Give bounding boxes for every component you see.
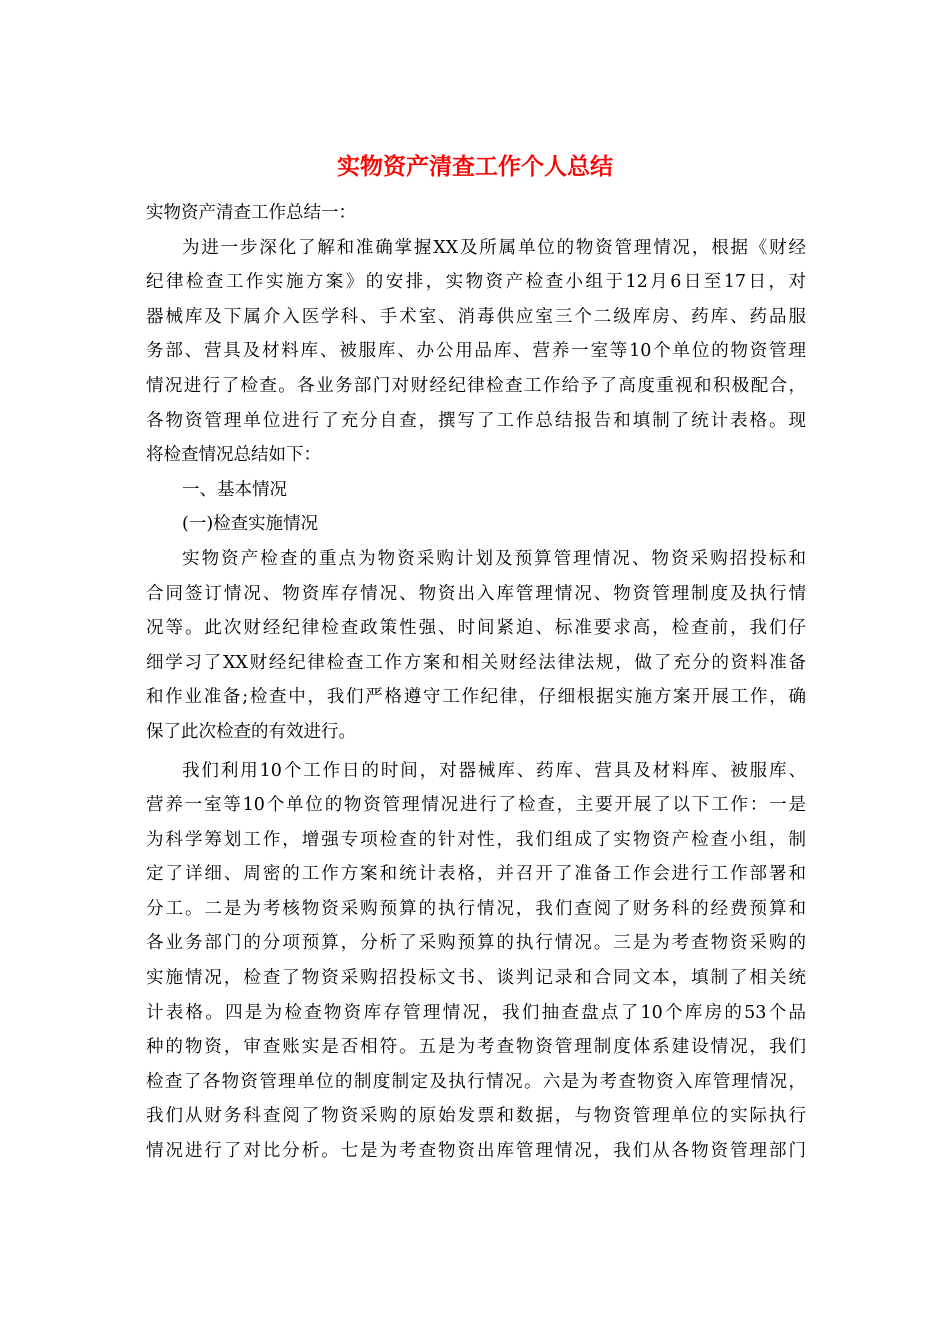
section-heading: 一、基本情况 [182, 479, 287, 500]
text-line: 定了详细、周密的工作方案和统计表格，并召开了准备工作会进行工作部署和 [146, 864, 806, 885]
text-line: 为进一步深化了解和准确掌握XX及所属单位的物资管理情况，根据《财经 [182, 237, 806, 258]
text-line: 各业务部门的分项预算，分析了采购预算的执行情况。三是为考查物资采购的 [146, 933, 806, 954]
text-line: 情况进行了检查。各业务部门对财经纪律检查工作给予了高度重视和积极配合， [146, 375, 806, 396]
text-line: 我们利用10个工作日的时间，对器械库、药库、营具及材料库、被服库、 [182, 760, 806, 781]
text-line: 各物资管理单位进行了充分自查，撰写了工作总结报告和填制了统计表格。现 [146, 410, 806, 431]
text-line: 计表格。四是为检查物资库存管理情况，我们抽查盘点了10个库房的53个品 [146, 1002, 806, 1023]
text-line: 务部、营具及材料库、被服库、办公用品库、营养一室等10个单位的物资管理 [146, 341, 806, 362]
text-line: 况等。此次财经纪律检查政策性强、时间紧迫、标准要求高，检查前，我们仔 [146, 618, 806, 639]
text-line: 营养一室等10个单位的物资管理情况进行了检查，主要开展了以下工作：一是 [146, 795, 806, 816]
text-line: 我们从财务科查阅了物资采购的原始发票和数据，与物资管理单位的实际执行 [146, 1106, 806, 1127]
text-line: 器械库及下属介入医学科、手术室、消毒供应室三个二级库房、药库、药品服 [146, 306, 806, 327]
text-line: 细学习了XX财经纪律检查工作方案和相关财经法律法规，做了充分的资料准备 [146, 652, 806, 673]
text-line: 为科学筹划工作，增强专项检查的针对性，我们组成了实物资产检查小组，制 [146, 829, 806, 850]
text-line: 实物资产清查工作总结一： [146, 203, 356, 223]
text-line: 种的物资，审查账实是否相符。五是为考查物资管理制度体系建设情况，我们 [146, 1037, 806, 1058]
text-line: 情况进行了对比分析。七是为考查物资出库管理情况，我们从各物资管理部门 [146, 1141, 806, 1162]
text-line: 检查了各物资管理单位的制度制定及执行情况。六是为考查物资入库管理情况， [146, 1071, 806, 1092]
text-line: 保了此次检查的有效进行。 [146, 721, 356, 742]
text-line: 实施情况，检查了物资采购招投标文书、谈判记录和合同文本，填制了相关统 [146, 968, 806, 989]
document-title: 实物资产清查工作个人总结 [337, 153, 613, 180]
text-line: 分工。二是为考核物资采购预算的执行情况，我们查阅了财务科的经费预算和 [146, 898, 806, 919]
text-line: 将检查情况总结如下： [146, 445, 321, 466]
document-body [146, 196, 806, 1169]
text-line: 合同签订情况、物资库存情况、物资出入库管理情况、物资管理制度及执行情 [146, 583, 806, 604]
text-line: 和作业准备;检查中，我们严格遵守工作纪律，仔细根据实施方案开展工作，确 [146, 687, 806, 708]
text-line: 实物资产检查的重点为物资采购计划及预算管理情况、物资采购招投标和 [182, 548, 806, 569]
text-line: 纪律检查工作实施方案》的安排，实物资产检查小组于12月6日至17日，对 [146, 272, 806, 293]
subsection-heading: (一)检查实施情况 [182, 514, 319, 535]
